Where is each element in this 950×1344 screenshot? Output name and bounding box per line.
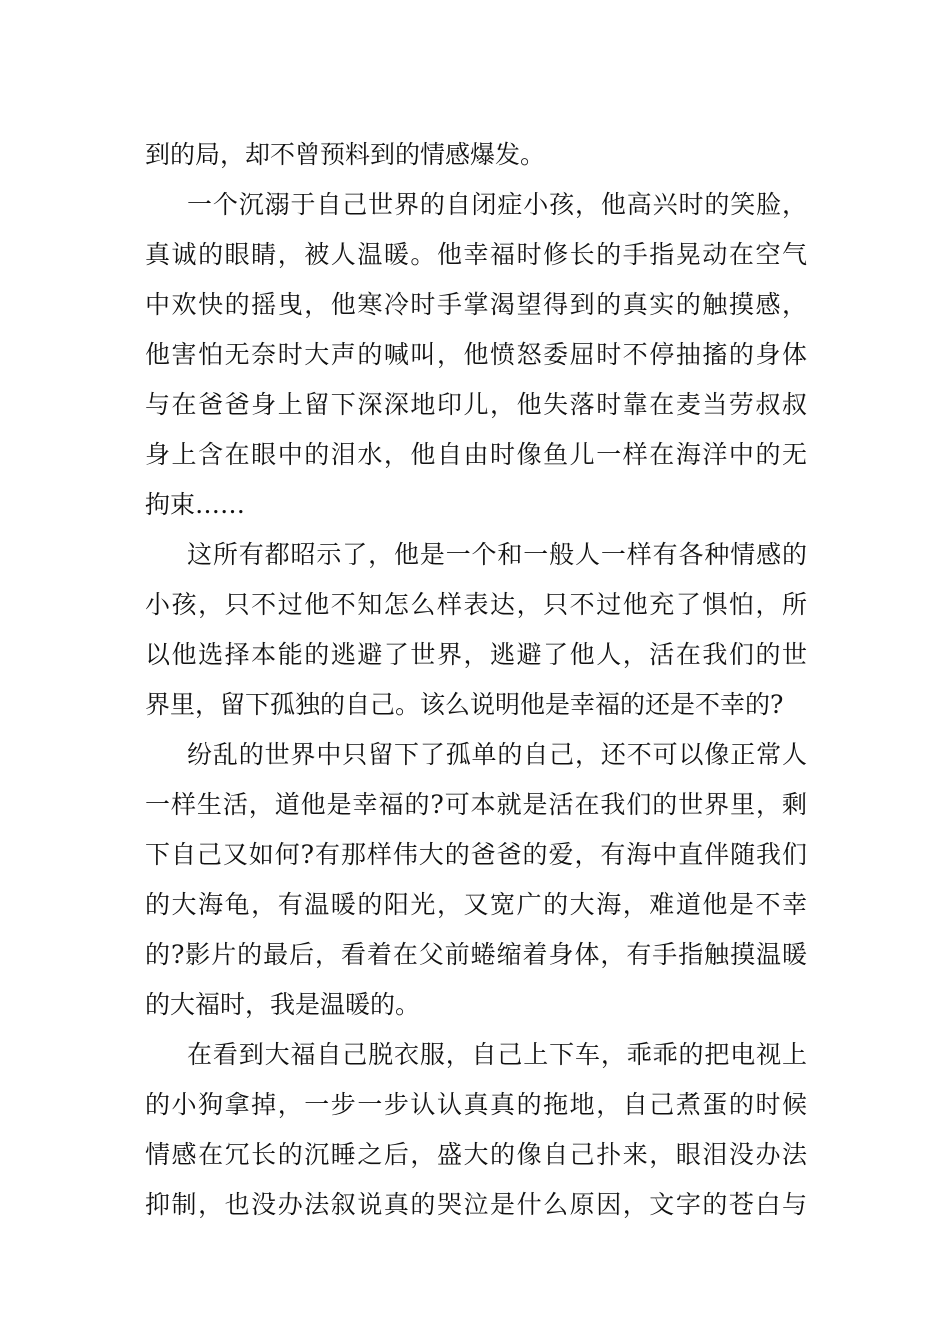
text-line: 到的局，却不曾预料到的情感爆发。 (145, 140, 546, 169)
text-line: 的大海龟，有温暖的阳光，又宽广的大海，难道他是不幸 (145, 890, 807, 919)
text-line: 身上含在眼中的泪水，他自由时像鱼儿一样在海洋中的无 (145, 440, 807, 469)
text-line: 与在爸爸身上留下深深地印儿，他失落时靠在麦当劳叔叔 (145, 390, 807, 419)
text-line: 界里，留下孤独的自己。该么说明他是幸福的还是不幸的? (145, 690, 784, 719)
article-body (145, 130, 807, 1230)
text-line: 他害怕无奈时大声的喊叫，他愤怒委屈时不停抽搐的身体 (145, 340, 807, 369)
text-line: 真诚的眼睛，被人温暖。他幸福时修长的手指晃动在空气 (145, 240, 807, 269)
paragraph-first-line: 这所有都昭示了，他是一个和一般人一样有各种情感的 (187, 540, 807, 569)
text-line: 抑制，也没办法叙说真的哭泣是什么原因，文字的苍白与 (145, 1190, 807, 1219)
text-line: 情感在冗长的沉睡之后，盛大的像自己扑来，眼泪没办法 (145, 1140, 807, 1169)
text-line: 一样生活，道他是幸福的?可本就是活在我们的世界里，剩 (145, 790, 807, 819)
paragraph-first-line: 纷乱的世界中只留下了孤单的自己，还不可以像正常人 (187, 740, 807, 769)
text-line: 以他选择本能的逃避了世界，逃避了他人，活在我们的世 (145, 640, 807, 669)
paragraph-first-line: 一个沉溺于自己世界的自闭症小孩，他高兴时的笑脸， (187, 190, 807, 219)
text-line: 下自己又如何?有那样伟大的爸爸的爱，有海中直伴随我们 (145, 840, 807, 869)
text-line: 的?影片的最后，看着在父前蜷缩着身体，有手指触摸温暖 (145, 940, 807, 969)
text-line: 中欢快的摇曳，他寒冷时手掌渴望得到的真实的触摸感， (145, 290, 807, 319)
text-line: 小孩，只不过他不知怎么样表达，只不过他充了惧怕，所 (145, 590, 807, 619)
text-line: 拘束…… (145, 490, 246, 519)
text-line: 的大福时，我是温暖的。 (145, 990, 421, 1019)
paragraph-first-line: 在看到大福自己脱衣服，自己上下车，乖乖的把电视上 (187, 1040, 807, 1069)
text-line: 的小狗拿掉，一步一步认认真真的拖地，自己煮蛋的时候 (145, 1090, 807, 1119)
